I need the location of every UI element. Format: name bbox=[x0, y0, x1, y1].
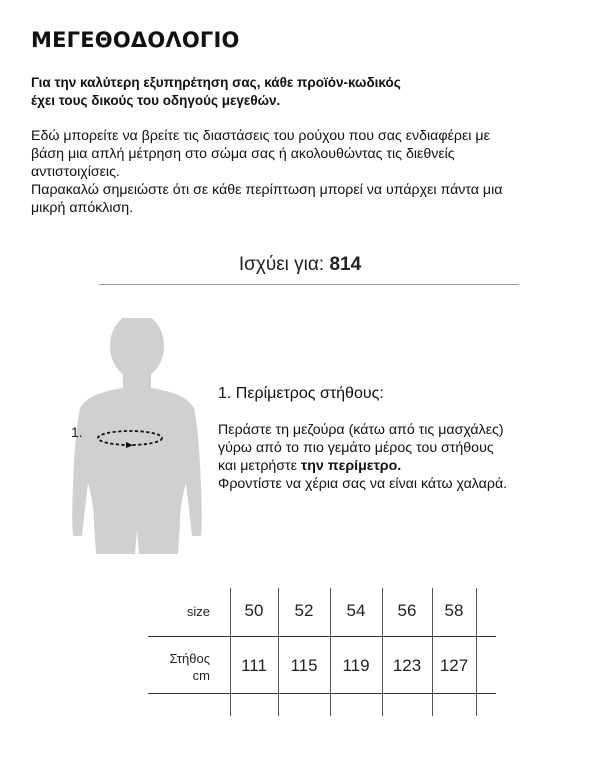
size-cell: 52 bbox=[294, 601, 314, 620]
measurement-instructions bbox=[218, 421, 578, 493]
silhouette-shape bbox=[72, 318, 202, 554]
instruction-text: και μετρήστε bbox=[218, 458, 301, 474]
table-divider bbox=[148, 693, 496, 694]
intro-text-line: μικρή απόκλιση. bbox=[31, 200, 134, 216]
intro-text-line: Παρακαλώ σημειώστε ότι σε κάθε περίπτωση μπορεί να υπάρχει πάντα μια bbox=[31, 182, 503, 198]
size-cell: 58 bbox=[444, 601, 464, 620]
chest-cell: 119 bbox=[342, 656, 370, 675]
intro-bold-line: Για την καλύτερη εξυπηρέτηση σας, κάθε προϊόν-κωδικός bbox=[31, 75, 401, 90]
measurement-title: 1. Περίμετρος στήθους: bbox=[218, 385, 384, 402]
intro-text bbox=[31, 127, 571, 217]
page-title: ΜΕΓΕΘΟΔΟΛΟΓΙΟ bbox=[31, 28, 240, 52]
size-table bbox=[148, 588, 496, 716]
instruction-line: γύρω από το πιο γεμάτο μέρος του στήθους bbox=[218, 440, 494, 456]
chest-cell: 115 bbox=[290, 656, 318, 675]
table-divider bbox=[148, 636, 496, 637]
intro-text-line: βάση μια απλή μέτρηση στο σώμα σας ή ακολουθώντας τις διεθνείς bbox=[31, 146, 455, 162]
divider bbox=[99, 284, 519, 285]
intro-text-line: Εδώ μπορείτε να βρείτε τις διαστάσεις του ρούχου που σας ενδιαφέρει με bbox=[31, 128, 490, 144]
chest-unit: cm bbox=[192, 668, 210, 683]
chest-row-label bbox=[148, 650, 210, 684]
chest-cell: 123 bbox=[392, 656, 422, 675]
size-header-label: size bbox=[186, 604, 210, 619]
table-divider bbox=[476, 588, 477, 716]
size-cell: 56 bbox=[397, 601, 417, 620]
chest-cell: 127 bbox=[439, 656, 469, 675]
instruction-line: Φροντίστε να χέρια σας να είναι κάτω χαλαρά. bbox=[218, 476, 508, 492]
applies-to-label: Ισχύει για: bbox=[238, 254, 325, 275]
applies-to bbox=[0, 254, 600, 276]
intro-bold-line: έχει τους δικούς του οδηγούς μεγεθών. bbox=[31, 93, 281, 108]
intro-text-line: αντιστοιχίσεις. bbox=[31, 164, 120, 180]
figure-label: 1. bbox=[71, 424, 83, 440]
intro-bold-text bbox=[31, 74, 551, 110]
instruction-line bbox=[218, 457, 578, 475]
instruction-line: Περάστε τη μεζούρα (κάτω από τις μασχάλες) bbox=[218, 422, 504, 438]
size-cell: 50 bbox=[244, 601, 264, 620]
size-cell: 54 bbox=[346, 601, 366, 620]
chest-label: Στήθος bbox=[169, 651, 210, 666]
instruction-emphasis: την περίμετρο. bbox=[300, 458, 402, 474]
product-code: 814 bbox=[329, 254, 362, 275]
chest-cell: 111 bbox=[241, 656, 267, 675]
